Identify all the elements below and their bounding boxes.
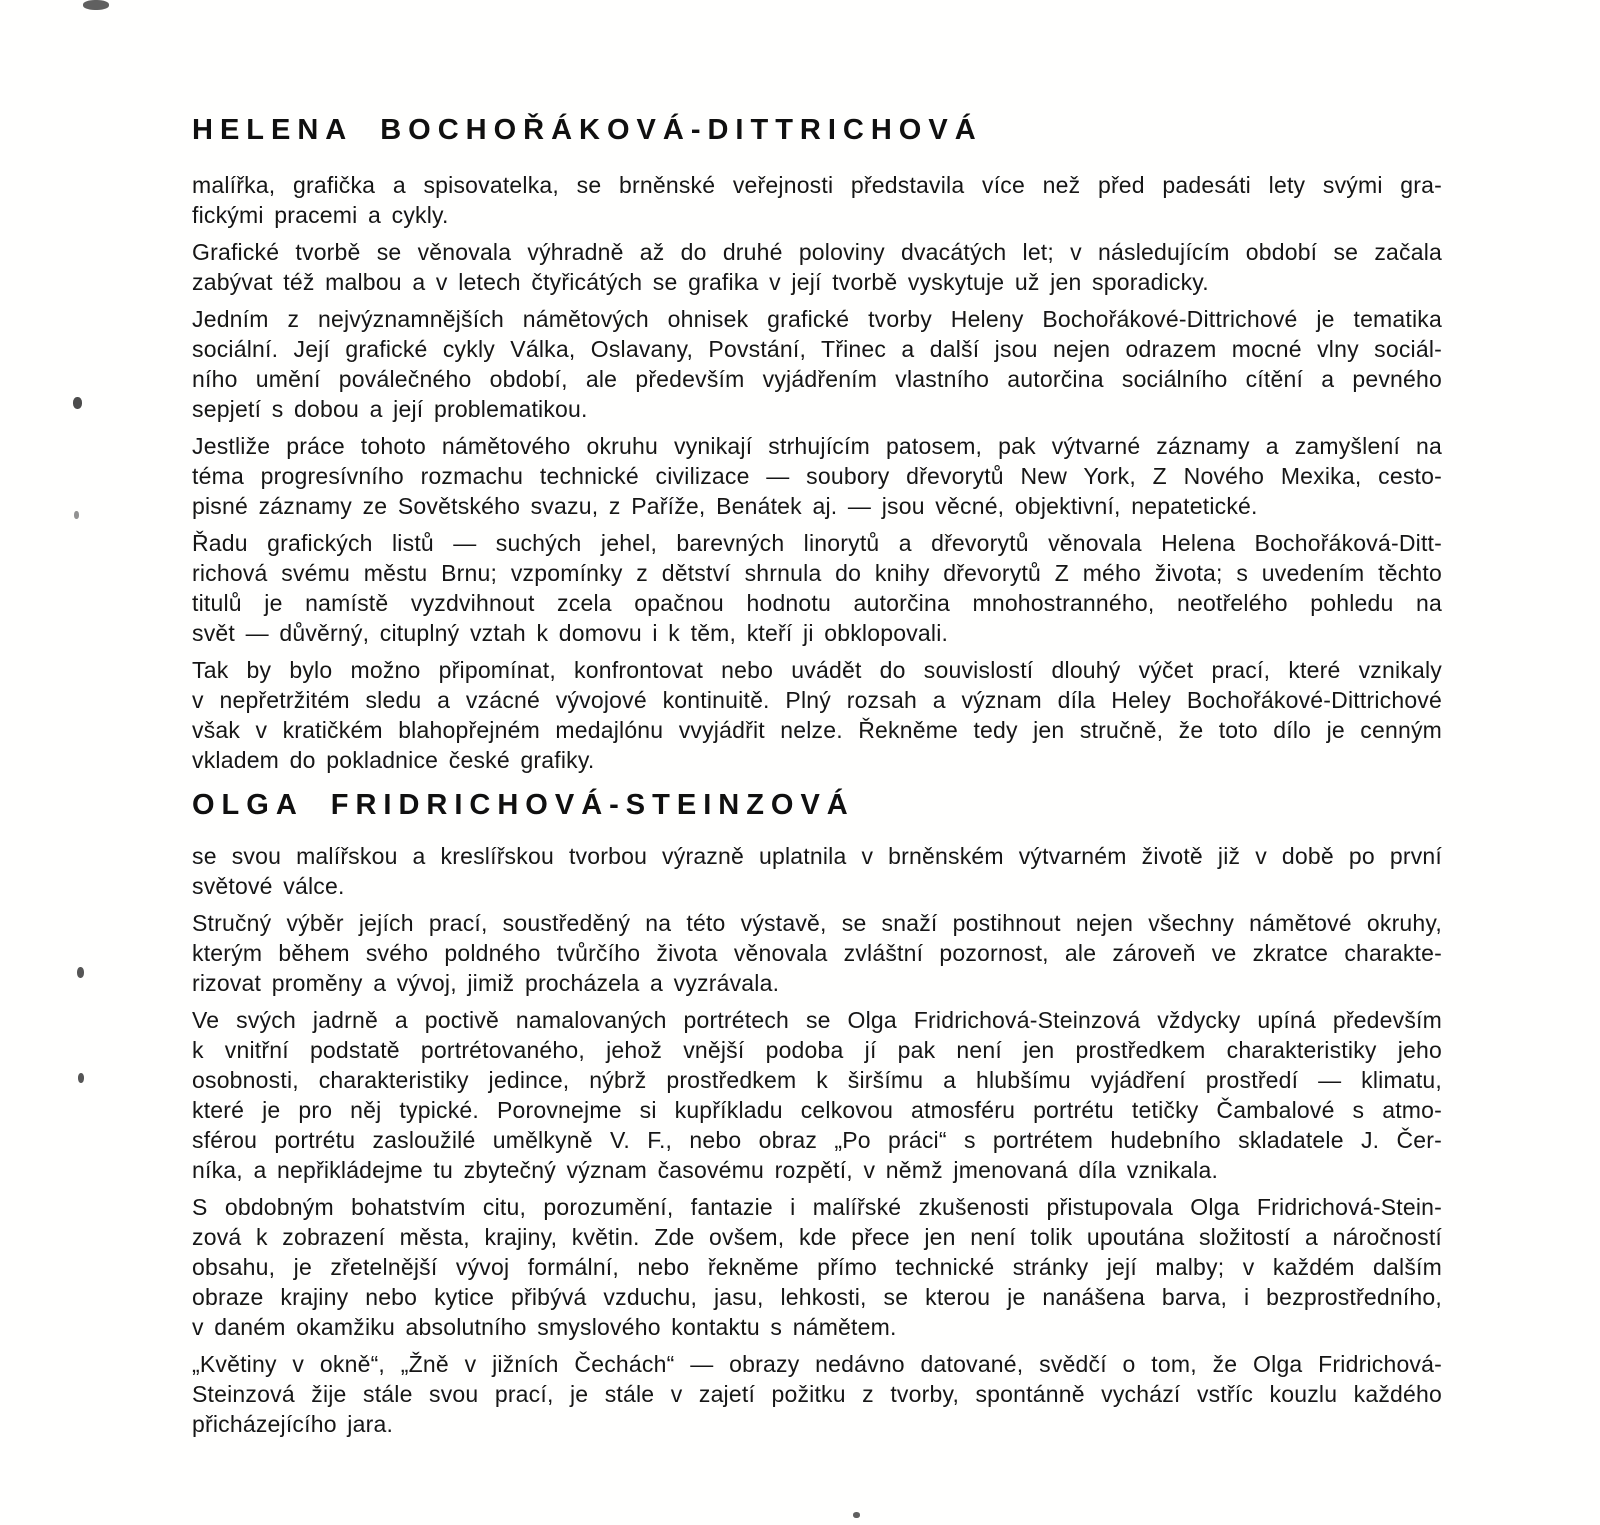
text-line: Steinzová žije stále svou prací, je stále v zajetí požitku z tvorby, spontánně vychází vstříc kouzlu každého bbox=[192, 1381, 1442, 1407]
print-speck bbox=[77, 967, 84, 978]
text-line: kterým během svého poldného tvůrčího života věnovala zvláštní pozornost, ale zároveň ve zkratce charakte- bbox=[192, 940, 1442, 966]
text-line: sociální. Její grafické cykly Válka, Oslavany, Povstání, Třinec a další jsou nejen odrazem mocné vlny sociál- bbox=[192, 336, 1442, 362]
text-line: přicházejícího jara. bbox=[192, 1411, 394, 1437]
text-line: sepjetí s dobou a její problematikou. bbox=[192, 396, 588, 422]
text-line: v daném okamžiku absolutního smyslového kontaktu s námětem. bbox=[192, 1314, 897, 1340]
text-line: sférou portrétu zasloužilé umělkyně V. F., nebo obraz „Po práci“ s portrétem hudebního skladatele J. Čer- bbox=[192, 1127, 1442, 1153]
paragraphs-container bbox=[192, 841, 1442, 1439]
paragraph bbox=[192, 528, 1442, 648]
text-line: které je pro něj typické. Porovnejme si kupříkladu celkovou atmosféru portrétu tetičky Čambalové s atmo- bbox=[192, 1097, 1442, 1123]
text-line: Jedním z nejvýznamnějších námětových ohnisek grafické tvorby Heleny Bochořákové-Dittrichové je tematika bbox=[192, 306, 1442, 332]
paragraph bbox=[192, 1192, 1442, 1342]
print-speck bbox=[74, 511, 79, 519]
text-line: osobnosti, charakteristiky jedince, nýbrž prostředkem k širšímu a hlubšímu vyjádření prostředí — klimatu, bbox=[192, 1067, 1442, 1093]
text-line: zabývat též malbou a v letech čtyřicátých se grafika v její tvorbě vyskytuje už jen sporadicky. bbox=[192, 269, 1209, 295]
paragraph bbox=[192, 1005, 1442, 1185]
text-line: obsahu, je zřetelnější vývoj formální, nebo řekněme přímo technické stránky její malby; v každém dalším bbox=[192, 1254, 1442, 1280]
text-line: rizovat proměny a vývoj, jimiž procházela a vyzrávala. bbox=[192, 970, 780, 996]
print-speck bbox=[853, 1512, 860, 1518]
paragraphs-container bbox=[192, 170, 1442, 775]
text-line: ního umění poválečného období, ale především vyjádřením vlastního autorčina sociálního cítění a pevného bbox=[192, 366, 1442, 392]
text-line: Tak by bylo možno připomínat, konfrontovat nebo uvádět do souvislostí dlouhý výčet prací, které vznikaly bbox=[192, 657, 1442, 683]
print-speck bbox=[73, 397, 82, 409]
print-speck bbox=[78, 1073, 84, 1083]
text-line: obraze krajiny nebo kytice přibývá vzduchu, jasu, lehkosti, se kterou je nanášena barva, i bezprostředního, bbox=[192, 1284, 1442, 1310]
text-line: zová k zobrazení města, krajiny, květin. Zde ovšem, kde přece jen není tolik upoutána složitostí a náročností bbox=[192, 1224, 1442, 1250]
text-line: k vnitřní podstatě portrétovaného, jehož vnější podoba jí pak není jen prostředkem charakteristiky jeho bbox=[192, 1037, 1442, 1063]
section-heading: HELENA BOCHOŘÁKOVÁ-DITTRICHOVÁ bbox=[192, 114, 983, 146]
text-line: Stručný výběr jejích prací, soustředěný na této výstavě, se snaží postihnout nejen všechny námětové okruhy, bbox=[192, 910, 1442, 936]
text-line: „Květiny v okně“, „Žně v jižních Čechách“ — obrazy nedávno datované, svědčí o tom, že Olga Fridrichová- bbox=[192, 1351, 1442, 1377]
text-line: vkladem do pokladnice české grafiky. bbox=[192, 747, 595, 773]
text-line: richová svému městu Brnu; vzpomínky z dětství shrnula do knihy dřevorytů Z mého života; s uvedením těchto bbox=[192, 560, 1442, 586]
paragraph bbox=[192, 841, 1442, 901]
text-line: Grafické tvorbě se věnovala výhradně až do druhé poloviny dvacátých let; v následujícím období se začala bbox=[192, 239, 1442, 265]
text-line: Řadu grafických listů — suchých jehel, barevných linorytů a dřevorytů věnovala Helena Bochořáková-Ditt- bbox=[192, 530, 1442, 556]
text-column bbox=[192, 0, 1442, 1446]
paragraph bbox=[192, 431, 1442, 521]
section-olga bbox=[192, 787, 1442, 1439]
text-line: pisné záznamy ze Sovětského svazu, z Paříže, Benátek aj. — jsou věcné, objektivní, nepatetické. bbox=[192, 493, 1258, 519]
section-helena bbox=[192, 112, 1442, 775]
paragraph bbox=[192, 304, 1442, 424]
text-line: fickými pracemi a cykly. bbox=[192, 202, 449, 228]
ink-smudge bbox=[83, 0, 109, 10]
text-line: Ve svých jadrně a poctivě namalovaných portrétech se Olga Fridrichová-Steinzová vždycky upíná především bbox=[192, 1007, 1442, 1033]
text-line: titulů je namístě vyzdvihnout zcela opačnou hodnotu autorčina mnohostranného, neotřelého pohledu na bbox=[192, 590, 1442, 616]
paragraph bbox=[192, 170, 1442, 230]
paragraph bbox=[192, 1349, 1442, 1439]
text-line: světové válce. bbox=[192, 873, 345, 899]
text-line: však v kratičkém blahopřejném medajlónu vvyjádřit nelze. Řekněme tedy jen stručně, že toto dílo je cenným bbox=[192, 717, 1442, 743]
text-line: se svou malířskou a kreslířskou tvorbou výrazně uplatnila v brněnském výtvarném životě již v době po první bbox=[192, 843, 1442, 869]
paragraph bbox=[192, 908, 1442, 998]
text-line: S obdobným bohatstvím citu, porozumění, fantazie i malířské zkušenosti přistupovala Olga Fridrichová-Stein- bbox=[192, 1194, 1442, 1220]
paragraph bbox=[192, 655, 1442, 775]
text-line: malířka, grafička a spisovatelka, se brněnské veřejnosti představila více než před padesáti lety svými gra- bbox=[192, 172, 1442, 198]
section-heading: OLGA FRIDRICHOVÁ-STEINZOVÁ bbox=[192, 789, 855, 821]
text-line: Jestliže práce tohoto námětového okruhu vynikají strhujícím patosem, pak výtvarné záznamy a zamyšlení na bbox=[192, 433, 1442, 459]
text-line: svět — důvěrný, cituplný vztah k domovu i k těm, kteří ji obklopovali. bbox=[192, 620, 949, 646]
text-line: v nepřetržitém sledu a vzácné vývojové kontinuitě. Plný rozsah a význam díla Heley Bochořákové-Dittrichové bbox=[192, 687, 1442, 713]
text-line: téma progresívního rozmachu technické civilizace — soubory dřevorytů New York, Z Nového Mexika, cesto- bbox=[192, 463, 1442, 489]
paragraph bbox=[192, 237, 1442, 297]
text-line: níka, a nepřikládejme tu zbytečný význam časovému rozpětí, v němž jmenovaná díla vznikala. bbox=[192, 1157, 1219, 1183]
